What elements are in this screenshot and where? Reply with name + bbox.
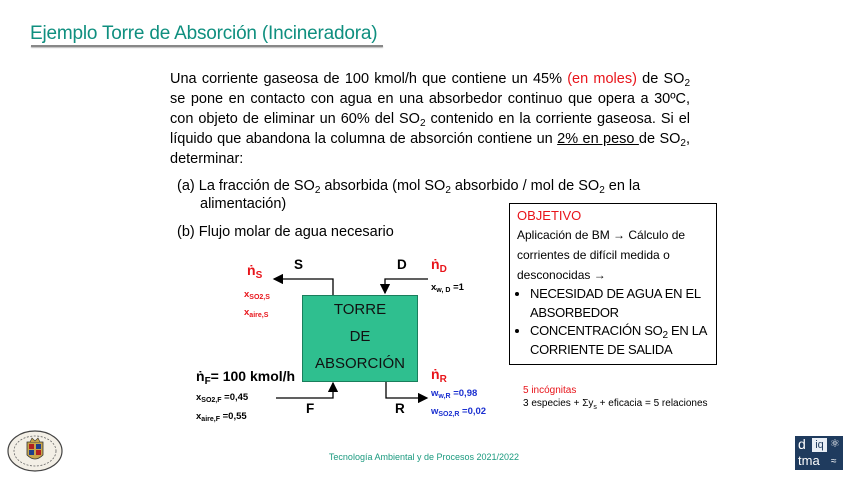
x-SO2-F: $x_{SO2,F} =0,45$ xyxy=(196,392,249,404)
question-a: (a) La fracción de $SO_2$ absorbida (mol $SO_2$ absorbido / mol de $SO_2$ en la alimentación) xyxy=(177,178,641,212)
footer-text: Tecnología Ambiental y de Procesos 2021/2022 xyxy=(328,452,520,462)
unknowns-count: 5 incógnitas xyxy=(523,385,577,396)
stream-label-F: F xyxy=(306,401,315,416)
x-w-D: $x_{w, D} =1$ xyxy=(431,282,464,294)
flow-nR: ṅ$_R$ xyxy=(431,366,447,385)
university-seal-icon xyxy=(6,429,64,473)
department-logo: d iq ⚛ tma ≈ xyxy=(795,436,843,470)
flow-nF: ṅ$_F$= 100 kmol/h xyxy=(196,368,296,387)
slide-title: Ejemplo Torre de Absorción (Incineradora) xyxy=(30,23,378,44)
stream-S-arrow xyxy=(274,279,333,295)
stream-R-arrow xyxy=(386,380,427,398)
x-aire-S: $x_{aire,S}$ xyxy=(244,307,269,319)
relations-count: 3 especies + $\Sigma y_s$ + eficacia = 5 relaciones xyxy=(523,398,708,411)
absorption-tower: TORRE DE ABSORCIÓN xyxy=(302,295,418,382)
right-arrow-icon: → xyxy=(613,228,626,242)
flow-nS: ṅ$_S$ xyxy=(247,262,263,281)
stream-F-arrow xyxy=(276,383,333,398)
mass-percent-note: 2% en peso xyxy=(557,131,639,147)
x-SO2-S: $x_{SO2,S}$ xyxy=(244,289,270,301)
right-arrow-icon: → xyxy=(593,268,606,282)
in-moles-note: (en moles) xyxy=(567,71,637,87)
flow-nD: ṅ$_D$ xyxy=(431,256,447,275)
molecule-icon: ⚛ xyxy=(830,438,840,450)
objective-text: Aplicación de BM → Cálculo de corrientes de difícil medida o desconocidas → xyxy=(517,228,686,282)
stream-label-D: D xyxy=(397,257,407,272)
objective-bullet: • CONCENTRACIÓN $SO_2$ EN LA CORRIENTE DE SALIDA xyxy=(530,322,710,359)
w-SO2-R: $w_{SO2,R} =0,02$ xyxy=(431,406,487,418)
objective-bullet: • NECESIDAD DE AGUA EN EL ABSORBEDOR xyxy=(530,285,710,322)
objective-heading: OBJETIVO xyxy=(517,208,582,223)
x-aire-F: $x_{aire,F} =0,55$ xyxy=(196,411,247,423)
wave-icon: ≈ xyxy=(831,456,837,467)
w-w-R: $w_{w,R} =0,98$ xyxy=(431,388,478,400)
problem-statement: Una corriente gaseosa de 100 kmol/h que contiene un 45% (en moles) de $SO_2$ se pone en contacto con agua en una absorbedor continuo que opera a 30ºC, con objeto de eliminar un 60% del $SO_2$ contenido en la corriente gaseosa. Si el líquido que abandona la columna de absorción contiene un 2% en peso de $SO_2$, determinar: xyxy=(170,71,691,167)
stream-D-arrow xyxy=(385,279,428,293)
stream-label-S: S xyxy=(294,257,304,272)
stream-label-R: R xyxy=(395,401,405,416)
question-b: (b) Flujo molar de agua necesario xyxy=(177,224,394,240)
